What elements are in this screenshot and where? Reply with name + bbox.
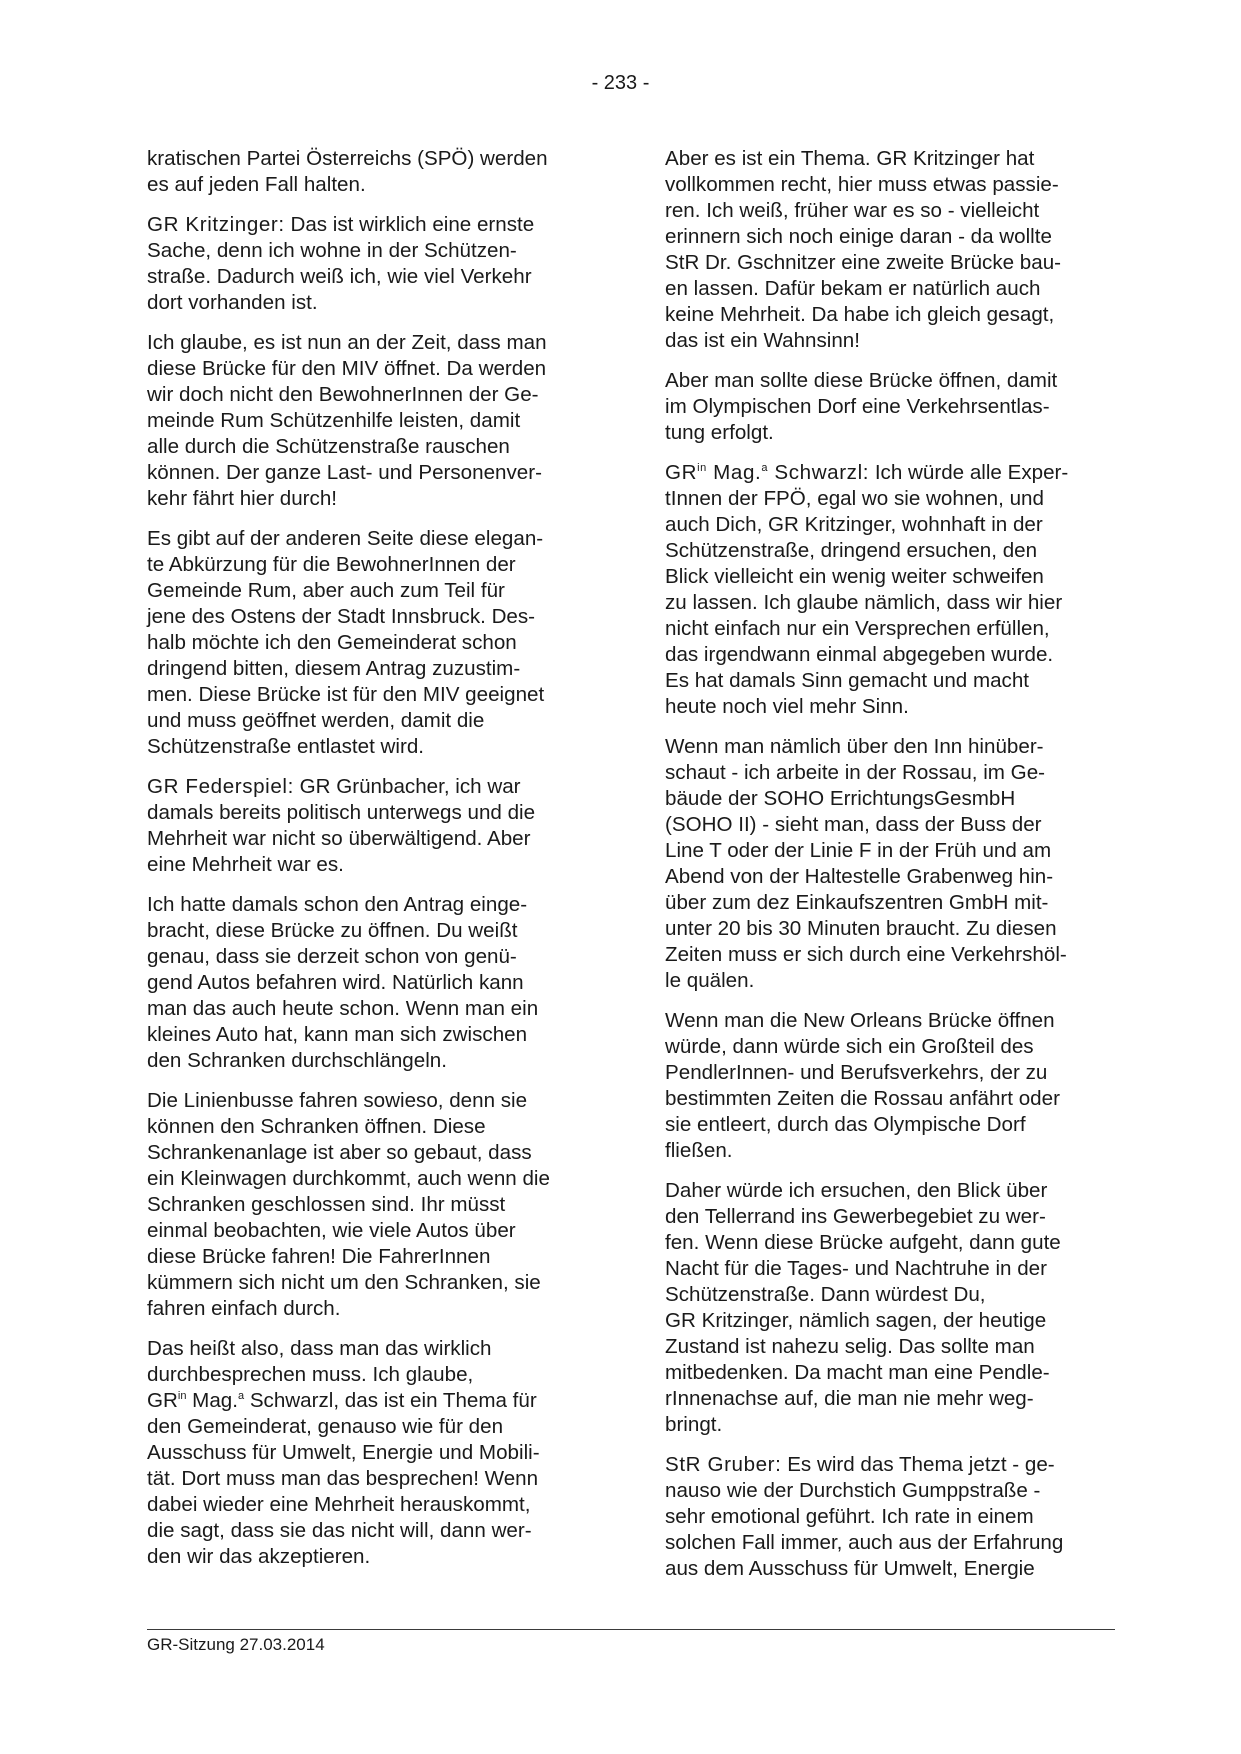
text-line: en lassen. Dafür bekam er natürlich auch [665, 277, 1041, 300]
text-line: Ich hatte damals schon den Antrag einge- [147, 893, 528, 916]
text-line: über zum dez Einkaufszentren GmbH mit- [665, 891, 1049, 914]
text-line: ren. Ich weiß, früher war es so - vielleicht [665, 199, 1040, 222]
text-line: solchen Fall immer, auch aus der Erfahrung [665, 1531, 1064, 1554]
text-run: Mag. [186, 1389, 238, 1412]
text-line: Aber man sollte diese Brücke öffnen, damit [665, 369, 1058, 392]
text-line: kratischen Partei Österreichs (SPÖ) werden [147, 147, 548, 170]
text-line: jene des Ostens der Stadt Innsbruck. Des- [147, 605, 536, 628]
text-run: Es wird das Thema jetzt - ge- [781, 1453, 1055, 1476]
text-line: können. Der ganze Last- und Personenver- [147, 461, 542, 484]
text-line: zu lassen. Ich glaube nämlich, dass wir hier [665, 591, 1063, 614]
text-line: dabei wieder eine Mehrheit herauskommt, [147, 1493, 531, 1516]
text-line: Die Linienbusse fahren sowieso, denn sie [147, 1089, 528, 1112]
paragraph [147, 892, 597, 1074]
text-line: fließen. [665, 1139, 733, 1162]
text-line [147, 1388, 597, 1414]
text-run: Das ist wirklich eine ernste [284, 213, 535, 236]
paragraph [147, 774, 597, 878]
text-line: Line T oder der Linie F in der Früh und am [665, 839, 1052, 862]
text-line: StR Dr. Gschnitzer eine zweite Brücke bau- [665, 251, 1062, 274]
text-line: Das heißt also, dass man das wirklich [147, 1337, 492, 1360]
text-line [665, 460, 1115, 486]
text-line: diese Brücke für den MIV öffnet. Da werden [147, 357, 547, 380]
footer-divider [147, 1629, 1115, 1630]
text-line: können den Schranken öffnen. Diese [147, 1115, 486, 1138]
text-line: Schützenstraße, dringend ersuchen, den [665, 539, 1038, 562]
text-line: bestimmten Zeiten die Rossau anfährt oder [665, 1087, 1060, 1110]
text-line: den Schranken durchschlängeln. [147, 1049, 447, 1072]
paragraph [147, 146, 597, 198]
page-number: - 233 - [591, 72, 650, 94]
paragraph [665, 460, 1115, 720]
text-run: Schwarzl: [768, 461, 870, 484]
text-line: aus dem Ausschuss für Umwelt, Energie [665, 1557, 1035, 1580]
text-line: halb möchte ich den Gemeinderat schon [147, 631, 517, 654]
paragraph [665, 146, 1115, 354]
text-line: tät. Dort muss man das besprechen! Wenn [147, 1467, 539, 1490]
text-line: wir doch nicht den BewohnerInnen der Ge- [147, 383, 539, 406]
text-line: Es hat damals Sinn gemacht und macht [665, 669, 1030, 692]
text-line: nauso wie der Durchstich Gumppstraße - [665, 1479, 1041, 1502]
text-line: meinde Rum Schützenhilfe leisten, damit [147, 409, 521, 432]
text-line: kehr fährt hier durch! [147, 487, 338, 510]
text-line: Zeiten muss er sich durch eine Verkehrshöl- [665, 943, 1067, 966]
text-line: Wenn man nämlich über den Inn hinüber- [665, 735, 1044, 758]
text-run: GR Grünbacher, ich war [293, 775, 521, 798]
speaker-name: GR Federspiel: [147, 775, 294, 798]
text-line: rInnenachse auf, die man nie mehr weg- [665, 1387, 1034, 1410]
text-line: Aber es ist ein Thema. GR Kritzinger hat [665, 147, 1035, 170]
text-line: sehr emotional geführt. Ich rate in einem [665, 1505, 1034, 1528]
text-line: te Abkürzung für die BewohnerInnen der [147, 553, 516, 576]
text-line: auch Dich, GR Kritzinger, wohnhaft in der [665, 513, 1043, 536]
text-line: vollkommen recht, hier muss etwas passie- [665, 173, 1059, 196]
text-line: Schranken geschlossen sind. Ihr müsst [147, 1193, 506, 1216]
text-line: bringt. [665, 1413, 723, 1436]
text-line: durchbesprechen muss. Ich glaube, [147, 1363, 474, 1386]
text-line: und muss geöffnet werden, damit die [147, 709, 485, 732]
text-line: genau, dass sie derzeit schon von genü- [147, 945, 517, 968]
text-line: fahren einfach durch. [147, 1297, 341, 1320]
text-line: PendlerInnen- und Berufsverkehrs, der zu [665, 1061, 1048, 1084]
text-line: keine Mehrheit. Da habe ich gleich gesagt, [665, 303, 1055, 326]
text-line: diese Brücke fahren! Die FahrerInnen [147, 1245, 491, 1268]
left-column [147, 146, 597, 1584]
text-line: das irgendwann einmal abgegeben wurde. [665, 643, 1054, 666]
text-line: damals bereits politisch unterwegs und die [147, 801, 536, 824]
text-line: nicht einfach nur ein Versprechen erfüllen, [665, 617, 1050, 640]
text-line: ein Kleinwagen durchkommt, auch wenn die [147, 1167, 550, 1190]
text-line: Zustand ist nahezu selig. Das sollte man [665, 1335, 1035, 1358]
text-line: das ist ein Wahnsinn! [665, 329, 860, 352]
text-line: Ausschuss für Umwelt, Energie und Mobili- [147, 1441, 540, 1464]
paragraph [147, 526, 597, 760]
text-line: Blick vielleicht ein wenig weiter schweifen [665, 565, 1044, 588]
superscript: a [237, 1390, 245, 1402]
text-line: fen. Wenn diese Brücke aufgeht, dann gute [665, 1231, 1061, 1254]
text-line: le quälen. [665, 969, 755, 992]
text-line: (SOHO II) - sieht man, dass der Buss der [665, 813, 1042, 836]
text-line: den Gemeinderat, genauso wie für den [147, 1415, 504, 1438]
superscript: a [761, 462, 769, 474]
paragraph [665, 368, 1115, 446]
paragraph [665, 734, 1115, 994]
text-line: erinnern sich noch einige daran - da wollte [665, 225, 1052, 248]
text-line: Es gibt auf der anderen Seite diese elegan- [147, 527, 544, 550]
text-line: schaut - ich arbeite in der Rossau, im Ge- [665, 761, 1045, 784]
text-line: würde, dann würde sich ein Großteil des [665, 1035, 1034, 1058]
paragraph [665, 1178, 1115, 1438]
text-line: Abend von der Haltestelle Grabenweg hin- [665, 865, 1054, 888]
paragraph [147, 1088, 597, 1322]
superscript: in [697, 462, 707, 474]
text-line [665, 1452, 1115, 1478]
text-line: eine Mehrheit war es. [147, 853, 344, 876]
text-line: kümmern sich nicht um den Schranken, sie [147, 1271, 541, 1294]
paragraph [147, 1336, 597, 1570]
footer-session-date: GR-Sitzung 27.03.2014 [147, 1635, 325, 1654]
speaker-name [665, 461, 869, 484]
text-line: gend Autos befahren wird. Natürlich kann [147, 971, 524, 994]
text-line [147, 774, 597, 800]
text-line: man das auch heute schon. Wenn man ein [147, 997, 539, 1020]
paragraph [147, 212, 597, 316]
text-line: Gemeinde Rum, aber auch zum Teil für [147, 579, 505, 602]
text-line: Schrankenanlage ist aber so gebaut, dass [147, 1141, 532, 1164]
text-line: tung erfolgt. [665, 421, 774, 444]
text-line: Daher würde ich ersuchen, den Blick über [665, 1179, 1048, 1202]
text-line: den Tellerrand ins Gewerbegebiet zu wer- [665, 1205, 1046, 1228]
text-line: tInnen der FPÖ, egal wo sie wohnen, und [665, 487, 1044, 510]
text-line: mitbedenken. Da macht man eine Pendle- [665, 1361, 1050, 1384]
text-line: Schützenstraße. Dann würdest Du, [665, 1283, 986, 1306]
text-line: im Olympischen Dorf eine Verkehrsentlas- [665, 395, 1050, 418]
text-run: Ich würde alle Exper- [869, 461, 1069, 484]
text-line: dort vorhanden ist. [147, 291, 318, 314]
text-line: unter 20 bis 30 Minuten braucht. Zu diesen [665, 917, 1057, 940]
paragraph [147, 330, 597, 512]
text-line: sie entleert, durch das Olympische Dorf [665, 1113, 1026, 1136]
text-line: einmal beobachten, wie viele Autos über [147, 1219, 516, 1242]
text-line: den wir das akzeptieren. [147, 1545, 371, 1568]
text-line: bäude der SOHO ErrichtungsGesmbH [665, 787, 1016, 810]
text-line: GR Kritzinger, nämlich sagen, der heutige [665, 1309, 1047, 1332]
paragraph [665, 1008, 1115, 1164]
text-line: die sagt, dass sie das nicht will, dann wer- [147, 1519, 532, 1542]
text-run: Schwarzl, das ist ein Thema für [244, 1389, 537, 1412]
speaker-name: StR Gruber: [665, 1453, 782, 1476]
right-column [665, 146, 1115, 1596]
speaker-name: GR Kritzinger: [147, 213, 285, 236]
text-line: bracht, diese Brücke zu öffnen. Du weißt [147, 919, 518, 942]
text-run: GR [147, 1389, 178, 1412]
superscript: in [177, 1390, 187, 1402]
text-run: Mag. [706, 461, 762, 484]
text-line: Sache, denn ich wohne in der Schützen- [147, 239, 517, 262]
text-line: Ich glaube, es ist nun an der Zeit, dass man [147, 331, 547, 354]
text-line: Mehrheit war nicht so überwältigend. Aber [147, 827, 531, 850]
text-line: men. Diese Brücke ist für den MIV geeignet [147, 683, 545, 706]
text-line: alle durch die Schützenstraße rauschen [147, 435, 510, 458]
text-line: es auf jeden Fall halten. [147, 173, 366, 196]
text-line: heute noch viel mehr Sinn. [665, 695, 909, 718]
text-line: kleines Auto hat, kann man sich zwischen [147, 1023, 528, 1046]
text-line: dringend bitten, diesem Antrag zuzustim- [147, 657, 521, 680]
text-line: Schützenstraße entlastet wird. [147, 735, 424, 758]
paragraph [665, 1452, 1115, 1582]
text-run: GR [665, 461, 698, 484]
text-line: Wenn man die New Orleans Brücke öffnen [665, 1009, 1055, 1032]
text-line: Nacht für die Tages- und Nachtruhe in der [665, 1257, 1047, 1280]
text-line: straße. Dadurch weiß ich, wie viel Verkehr [147, 265, 532, 288]
text-line [147, 212, 597, 238]
